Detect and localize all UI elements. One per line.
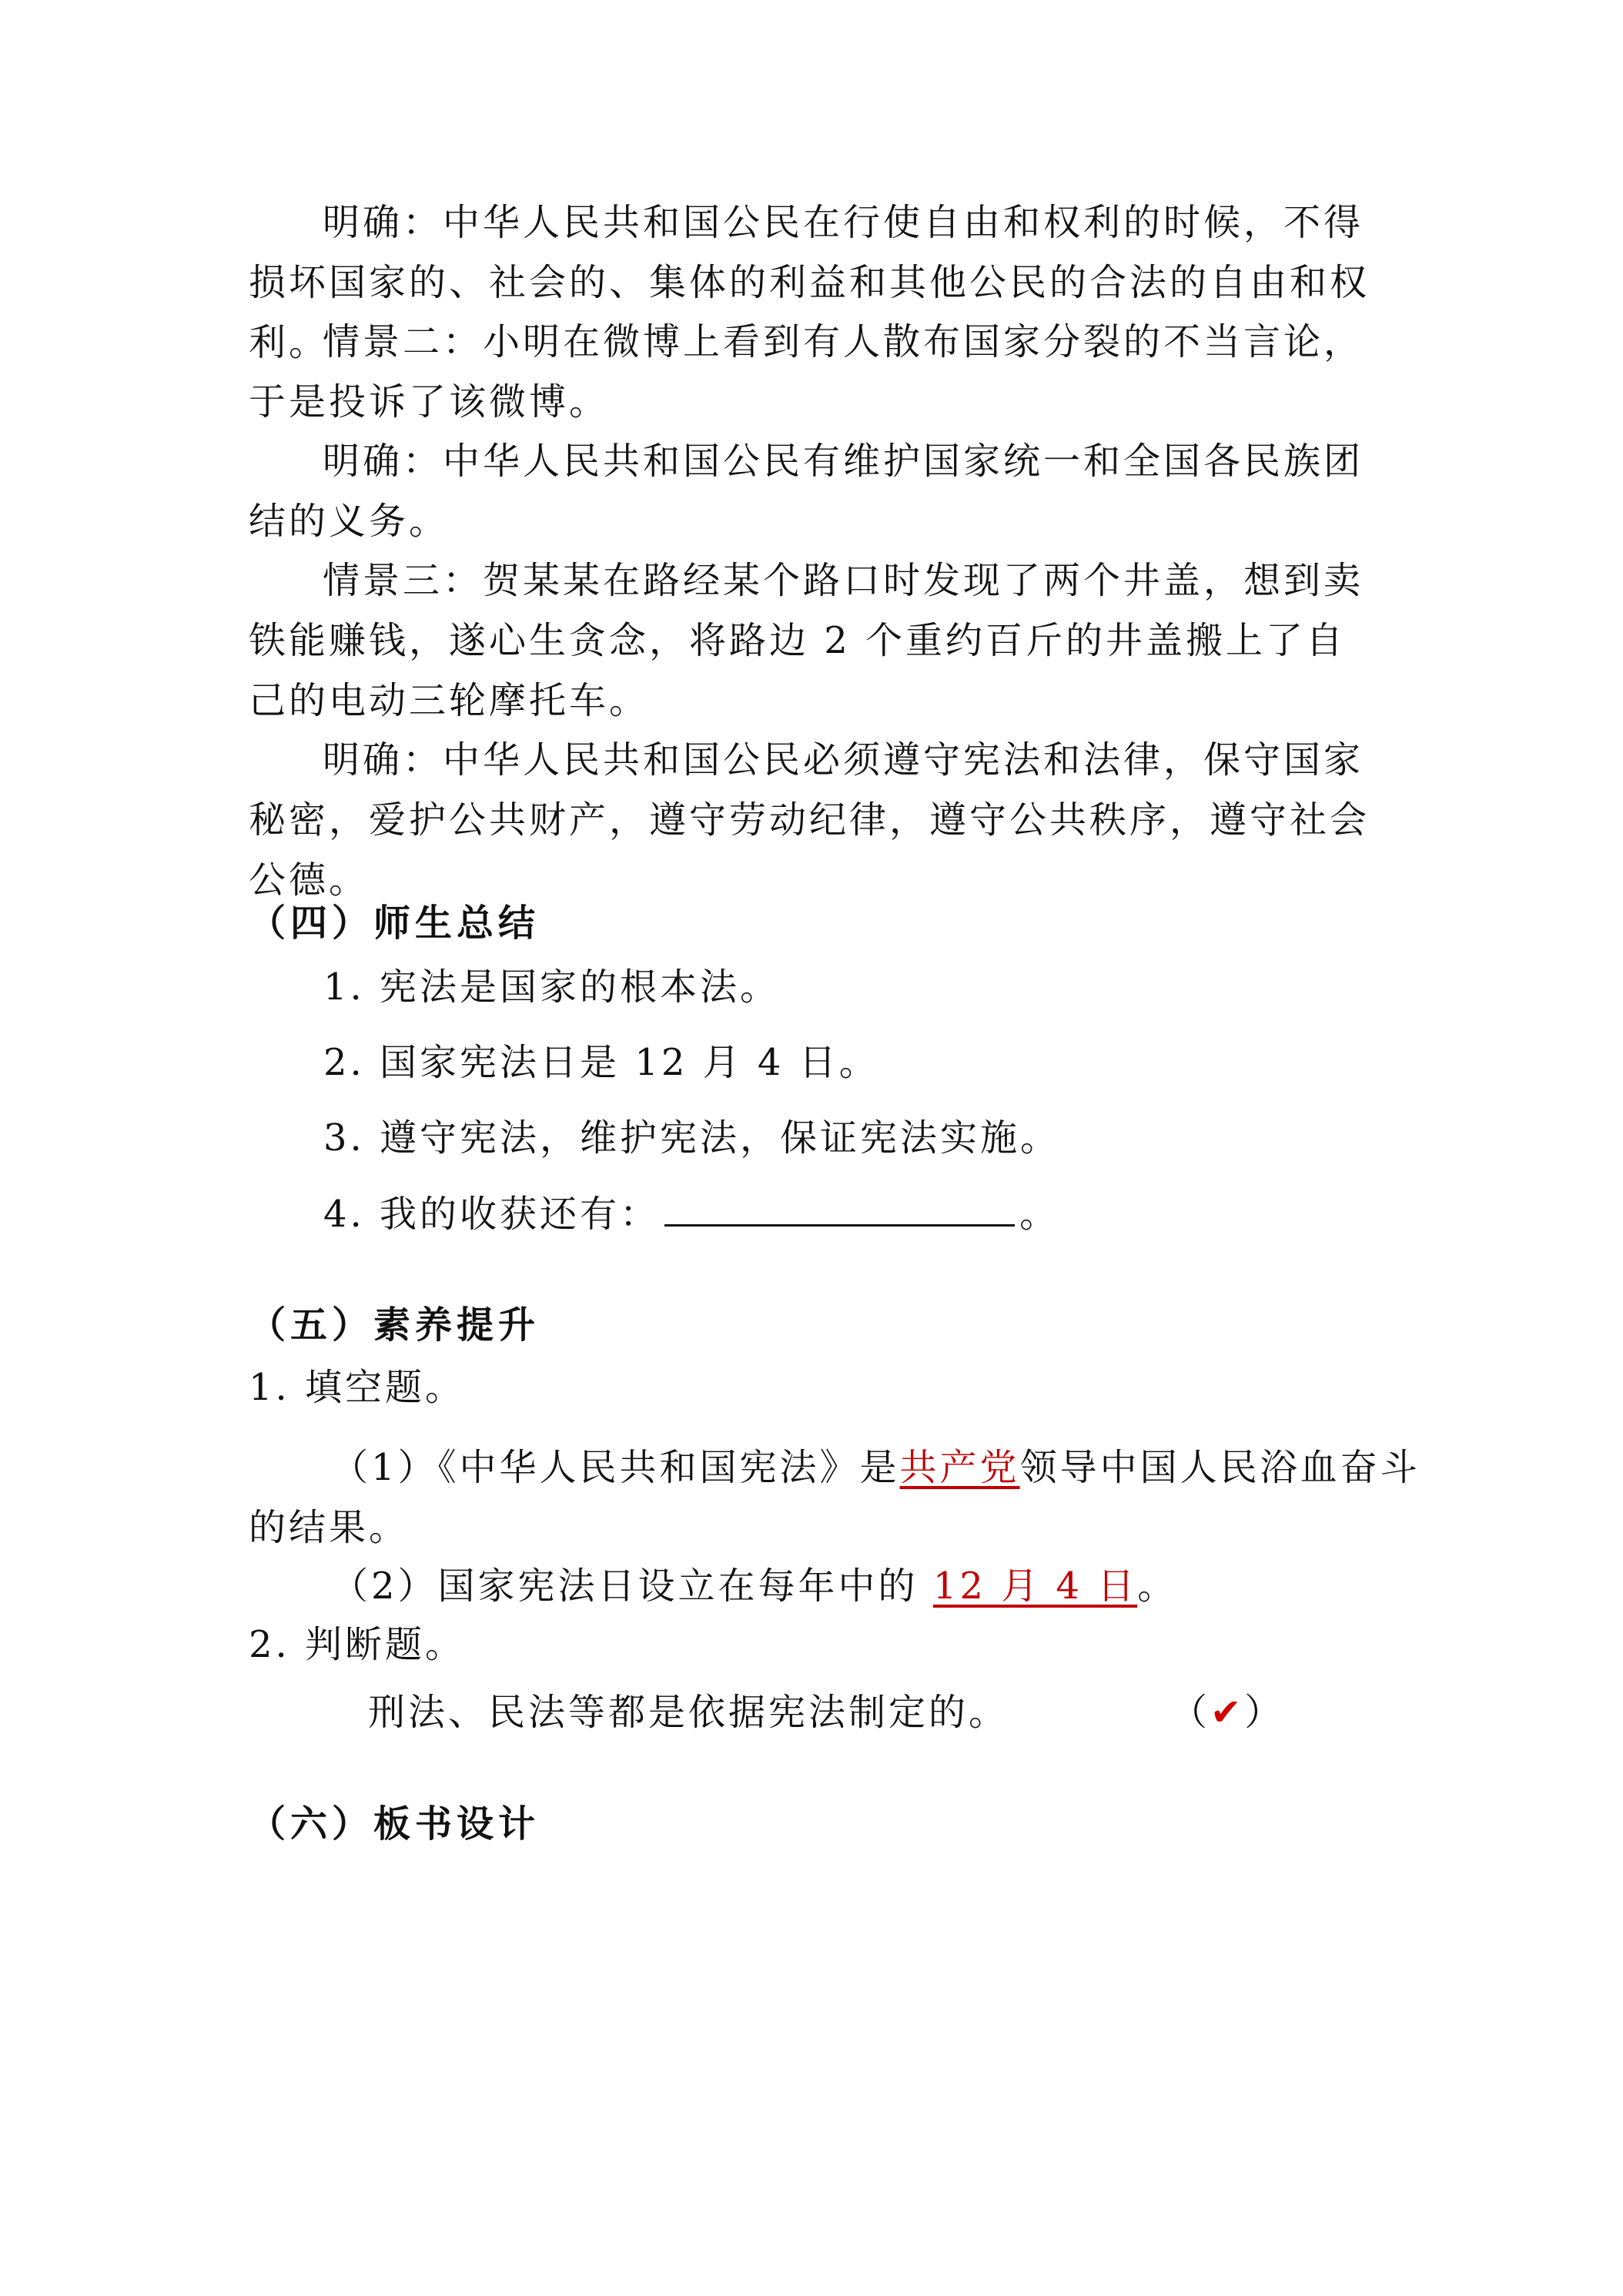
section-4-heading: （四）师生总结: [249, 902, 540, 945]
fill-question-1: [331, 1444, 1421, 1491]
fill-question-1-answer: 共产党: [899, 1446, 1020, 1489]
clarify-paragraph-1: 明确：中华人民共和国公民在行使自由和权利的时候，不得损坏国家的、社会的、集体的利益和其他公民的合法的自由和权利。: [249, 201, 1370, 364]
section-6-heading: （六）板书设计: [249, 1802, 540, 1846]
scene-3-paragraph: 情景三：贺某某在路经某个路口时发现了两个井盖，想到卖铁能赚钱，遂心生贪念，将路边 2 个重约百斤的井盖搬上了自己的电动三轮摩托车。: [249, 559, 1364, 722]
clarify-paragraph-3: 明确：中华人民共和国公民必须遵守宪法和法律，保守国家秘密，爱护公共财产，遵守劳动纪律，遵守公共秩序，遵守社会公德。: [249, 738, 1370, 902]
fill-question-2-answer: 12 月 4 日: [932, 1565, 1138, 1608]
clarify-paragraph-2: 明确：中华人民共和国公民有维护国家统一和全国各民族团结的义务。: [249, 440, 1364, 543]
summary-item-1: 1. 宪法是国家的根本法。: [323, 966, 781, 1009]
summary-item-4-label: 4. 我的收获还有：: [323, 1193, 661, 1236]
summary-item-4: [323, 1190, 1059, 1237]
judge-close-paren: ）: [1244, 1691, 1285, 1734]
fill-question-2: [331, 1563, 1177, 1609]
fill-question-1-prefix: （1）《中华人民共和国宪法》是: [331, 1446, 900, 1489]
fill-question-1-continuation: 的结果。: [249, 1506, 410, 1549]
fill-question-1-suffix: 领导中国人民浴血奋斗: [1019, 1446, 1421, 1489]
scene-2-paragraph: 情景二：小明在微博上看到有人散布国家分裂的不当言论，于是投诉了该微博。: [249, 320, 1364, 423]
summary-item-4-end: 。: [1019, 1193, 1060, 1236]
fill-in-title: 1. 填空题。: [249, 1366, 466, 1409]
summary-item-2: 2. 国家宪法日是 12 月 4 日。: [323, 1041, 879, 1084]
answer-blank[interactable]: [664, 1190, 1015, 1227]
judge-title: 2. 判断题。: [249, 1623, 466, 1666]
judge-open-paren: （: [1170, 1691, 1211, 1734]
judge-answer: [1170, 1689, 1284, 1735]
summary-item-3: 3. 遵守宪法，维护宪法，保证宪法实施。: [323, 1116, 1061, 1160]
fill-question-2-suffix: 。: [1137, 1565, 1178, 1608]
section-5-heading: （五）素养提升: [249, 1304, 540, 1347]
fill-question-2-prefix: （2）国家宪法日设立在每年中的: [331, 1565, 933, 1608]
check-mark-icon: ✔: [1210, 1691, 1245, 1734]
judge-statement: 刑法、民法等都是依据宪法制定的。: [368, 1691, 1009, 1734]
